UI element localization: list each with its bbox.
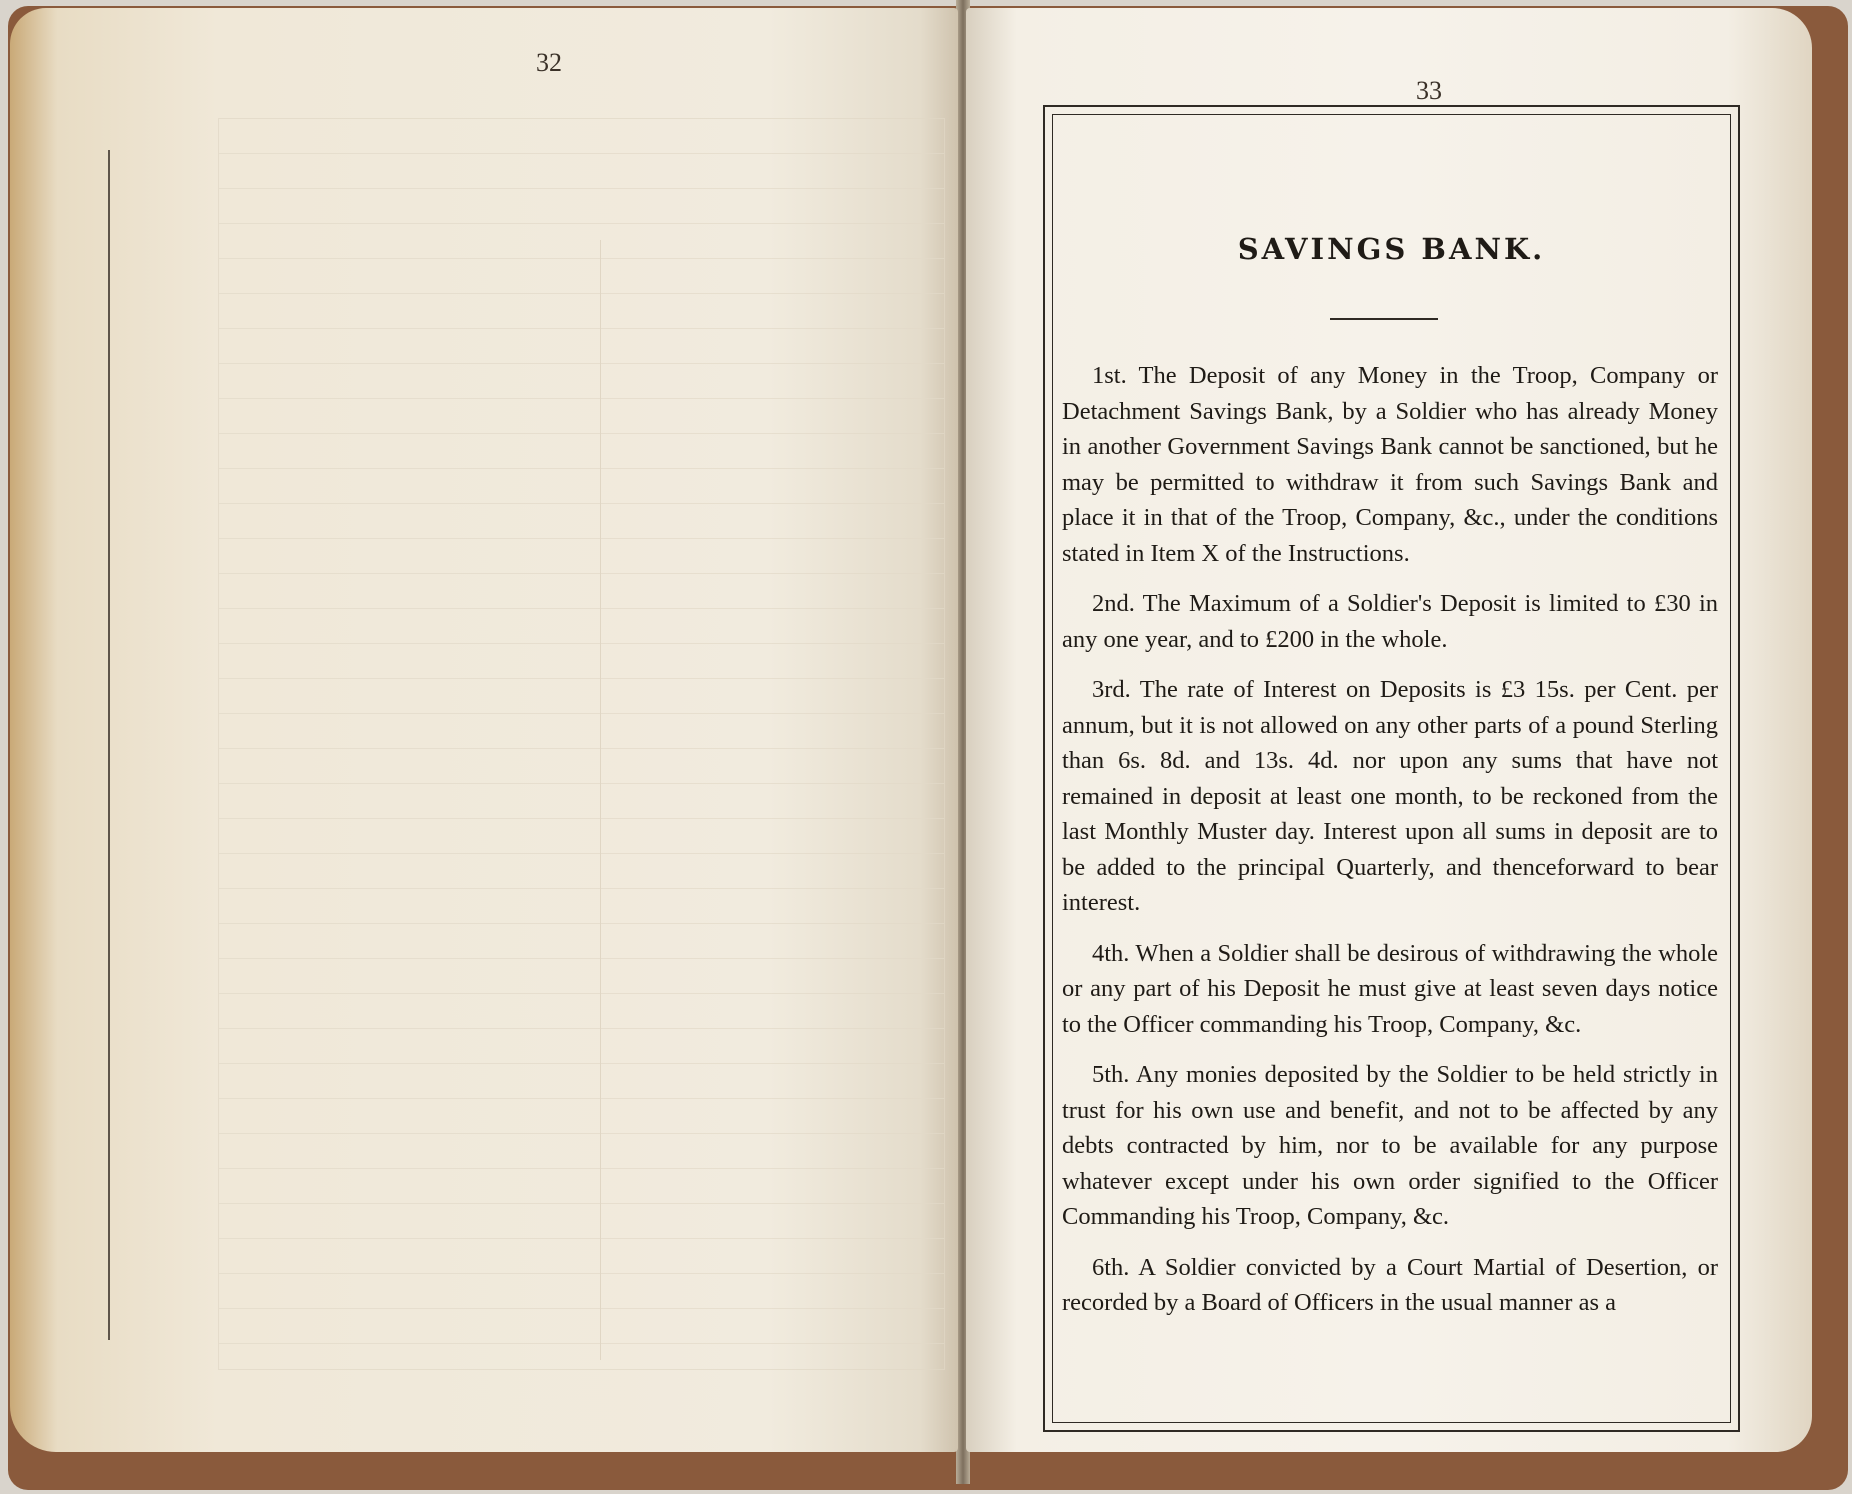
left-margin-rule xyxy=(108,150,110,1340)
bleed-through-column-line xyxy=(600,240,601,1360)
rule-paragraph-2: 2nd. The Maximum of a Soldier's Deposit is limited to £30 in any one year, and to £200 in the whole. xyxy=(1062,590,1718,653)
bleed-through-ruled-table xyxy=(218,118,945,1370)
right-page-number: 33 xyxy=(1416,76,1442,105)
rule-paragraph-4: 4th. When a Soldier shall be desirous of withdrawing the whole or any part of his Deposit he must give at least seven days notice to the Officer commanding his Troop, Company, &c. xyxy=(1062,939,1718,1038)
rule-paragraph-5: 5th. Any monies deposited by the Soldier to be held strictly in trust for his own use and benefit, and not to be affected by any debts contracted by him, nor to be available for any purpose whatever except under his own order signified to the Officer Commanding his Troop, Company, &c. xyxy=(1062,1061,1718,1230)
savings-bank-rules xyxy=(1062,358,1718,1336)
page-title: SAVINGS BANK. xyxy=(1237,232,1546,266)
title-divider xyxy=(1330,318,1438,320)
rule-paragraph-3: 3rd. The rate of Interest on Deposits is £3 15s. per Cent. per annum, but it is not allowed on any other parts of a pound Sterling than 6s. 8d. and 13s. 4d. nor upon any sums that have not remained in deposit at least one month, to be reckoned from the last Monthly Muster day. Interest upon all sums in deposit are to be added to the principal Quarterly, and thenceforward to bear interest. xyxy=(1062,676,1718,916)
left-page-number: 32 xyxy=(536,48,562,77)
rule-paragraph-1: 1st. The Deposit of any Money in the Troop, Company or Detachment Savings Bank, by a Soldier who has already Money in another Government Savings Bank cannot be sanctioned, but he may be permitted to withdraw it from such Savings Bank and place it in that of the Troop, Company, &c., under the conditions stated in Item X of the Instructions. xyxy=(1062,362,1718,567)
rule-paragraph-6: 6th. A Soldier convicted by a Court Martial of Desertion, or recorded by a Board of Officers in the usual manner as a xyxy=(1062,1253,1718,1316)
